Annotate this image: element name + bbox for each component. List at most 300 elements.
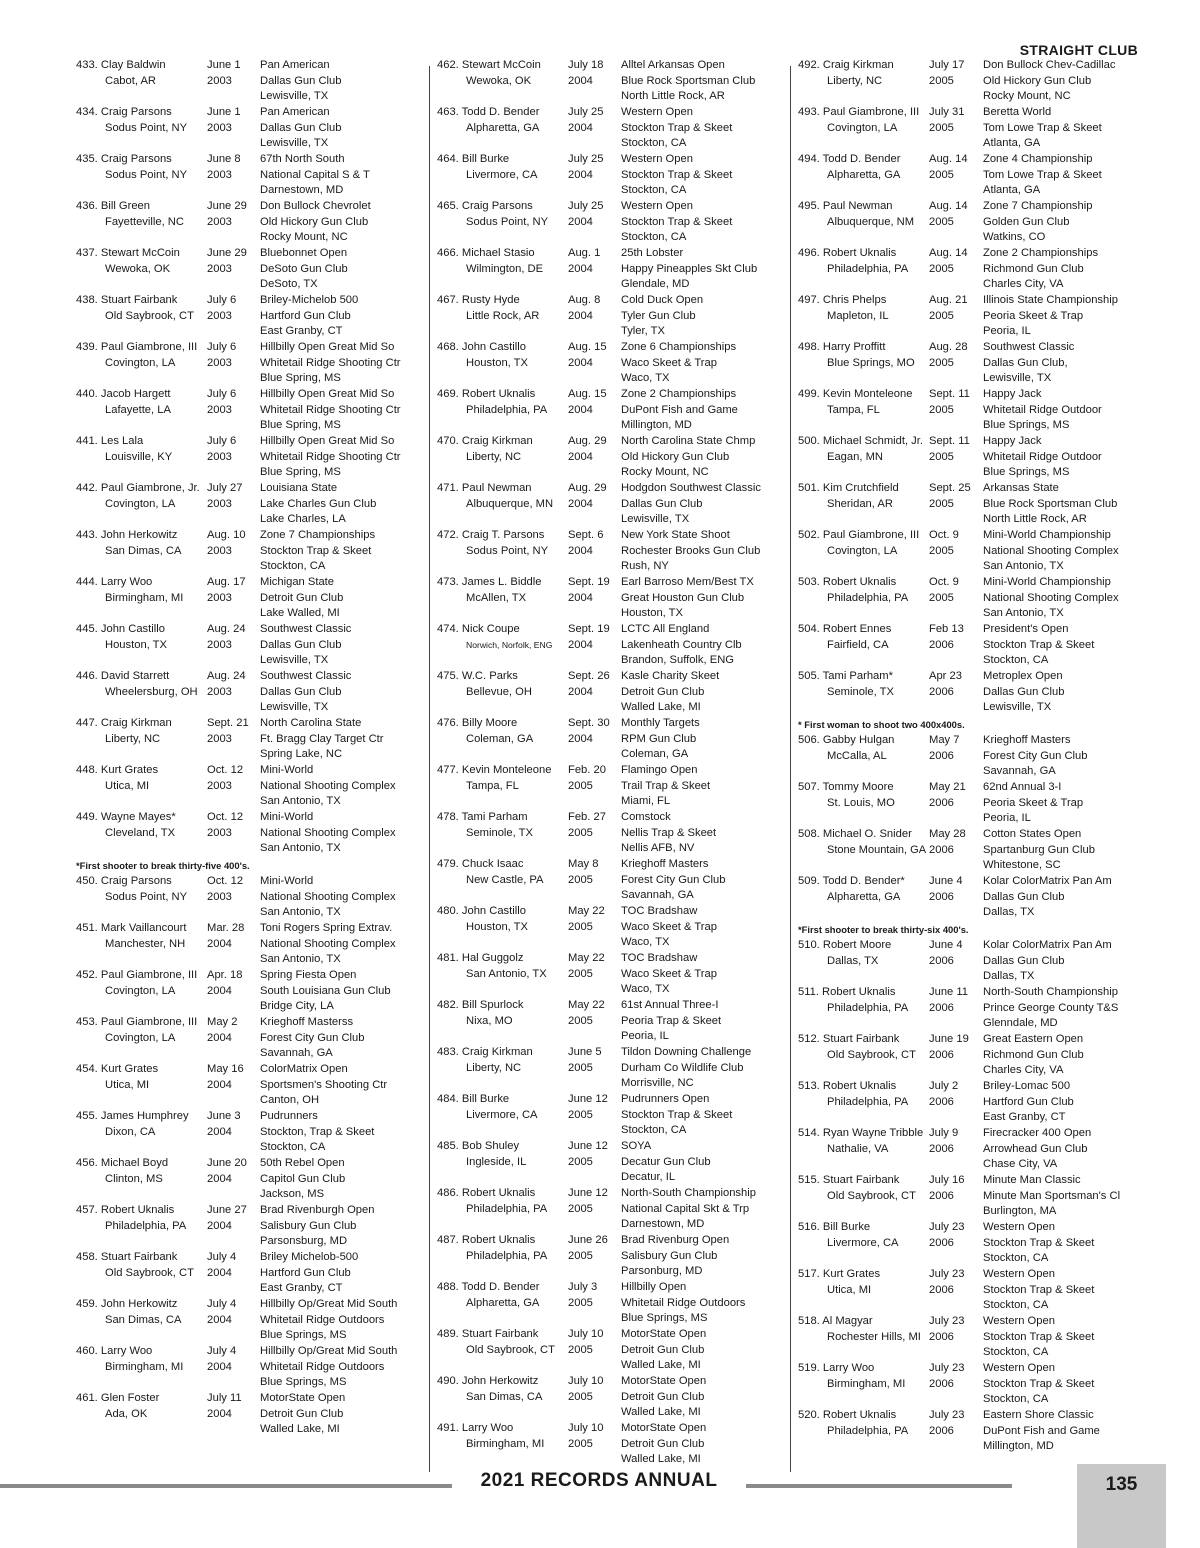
- record-date: July 27: [207, 482, 243, 494]
- record-entry: [798, 528, 1150, 575]
- record-entry: [798, 246, 1150, 293]
- shooter-hometown: Philadelphia, PA: [827, 1095, 909, 1108]
- shooter-hometown: Sodus Point, NY: [105, 121, 188, 134]
- club-location: Stockton, CA: [983, 1252, 1049, 1265]
- record-entry: [798, 575, 1150, 622]
- event-name: Mini-World Championship: [983, 529, 1111, 541]
- record-entry: [437, 387, 787, 434]
- club-location: Blue Springs, MS: [983, 419, 1070, 432]
- club-location: Walled Lake, MI: [621, 1453, 701, 1466]
- record-year: 2005: [929, 74, 954, 87]
- record-date: July 4: [207, 1345, 237, 1357]
- club-name: Trail Trap & Skeet: [621, 779, 711, 792]
- club-location: Stockton, CA: [260, 560, 326, 573]
- club-location: Waco, TX: [621, 983, 670, 996]
- record-year: 2004: [207, 1219, 232, 1232]
- shooter-name: 503. Robert Uknalis: [798, 576, 897, 588]
- record-date: July 18: [568, 59, 604, 71]
- shooter-name: 483. Craig Kirkman: [437, 1046, 533, 1058]
- shooter-name: 484. Bill Burke: [437, 1093, 510, 1105]
- record-year: 2003: [207, 779, 232, 792]
- club-location: Waco, TX: [621, 372, 670, 385]
- event-name: MotorState Open: [621, 1375, 707, 1387]
- event-name: Metroplex Open: [983, 670, 1063, 682]
- event-name: Hillbilly Open: [621, 1281, 687, 1293]
- club-location: Nellis AFB, NV: [621, 842, 695, 855]
- shooter-hometown: St. Louis, MO: [827, 796, 895, 809]
- shooter-name: 444. Larry Woo: [76, 576, 153, 588]
- club-name: Stockton Trap & Skeet: [983, 1283, 1095, 1296]
- record-entry: [798, 481, 1150, 528]
- shooter-name: 440. Jacob Hargett: [76, 388, 171, 400]
- record-entry: [437, 199, 787, 246]
- shooter-name: 433. Clay Baldwin: [76, 59, 166, 71]
- club-location: San Antonio, TX: [983, 560, 1064, 573]
- shooter-hometown: Sodus Point, NY: [466, 544, 549, 557]
- club-name: Detroit Gun Club: [621, 1390, 705, 1403]
- record-date: Oct. 12: [207, 875, 244, 887]
- shooter-hometown: Old Saybrook, CT: [466, 1343, 555, 1356]
- event-name: Michigan State: [260, 576, 335, 588]
- record-date: Aug. 29: [568, 482, 607, 494]
- record-entry: [76, 1156, 422, 1203]
- record-entry: [76, 1062, 422, 1109]
- shooter-hometown: Covington, LA: [105, 497, 176, 510]
- club-name: National Shooting Complex: [983, 544, 1119, 557]
- record-date: July 6: [207, 388, 237, 400]
- club-location: Lewisville, TX: [983, 701, 1052, 714]
- record-year: 2004: [207, 1172, 232, 1185]
- record-date: Oct. 9: [929, 529, 959, 541]
- shooter-name: 513. Robert Uknalis: [798, 1080, 897, 1092]
- event-name: Louisiana State: [260, 482, 338, 494]
- event-name: Western Open: [983, 1268, 1055, 1280]
- shooter-hometown: Sodus Point, NY: [466, 215, 549, 228]
- shooter-name: 473. James L. Biddle: [437, 576, 542, 588]
- event-name: Krieghoff Masterss: [260, 1016, 354, 1028]
- section-title: STRAIGHT CLUB: [1019, 42, 1138, 58]
- shooter-name: 520. Robert Uknalis: [798, 1409, 897, 1421]
- shooter-hometown: Philadelphia, PA: [827, 262, 909, 275]
- shooter-hometown: Wewoka, OK: [466, 74, 532, 87]
- record-entry: [437, 1139, 787, 1186]
- club-name: Prince George County T&S: [983, 1001, 1119, 1014]
- record-year: 2003: [207, 544, 232, 557]
- record-year: 2006: [929, 638, 954, 651]
- shooter-name: 486. Robert Uknalis: [437, 1187, 536, 1199]
- club-name: Stockton Trap & Skeet: [983, 638, 1095, 651]
- record-year: 2006: [929, 685, 954, 698]
- record-entry: [437, 293, 787, 340]
- event-name: North Carolina State: [260, 717, 362, 729]
- event-name: Southwest Classic: [983, 341, 1075, 353]
- event-name: 50th Rebel Open: [260, 1157, 345, 1169]
- club-name: Minute Man Sportsman's Cl: [983, 1189, 1121, 1202]
- club-location: Parsonsburg, MD: [260, 1235, 348, 1248]
- record-date: June 20: [207, 1157, 247, 1169]
- record-entry: [798, 340, 1150, 387]
- record-entry: [437, 951, 787, 998]
- record-year: 2005: [568, 1296, 593, 1309]
- club-location: Rush, NY: [621, 560, 669, 573]
- event-name: Krieghoff Masters: [983, 734, 1071, 746]
- record-entry: [437, 904, 787, 951]
- shooter-name: 447. Craig Kirkman: [76, 717, 172, 729]
- event-name: Beretta World: [983, 106, 1052, 118]
- club-name: Dallas Gun Club: [260, 638, 342, 651]
- shooter-hometown: Clinton, MS: [105, 1172, 163, 1185]
- record-entry: [798, 387, 1150, 434]
- record-date: July 9: [929, 1127, 959, 1139]
- club-name: Blue Rock Sportsman Club: [983, 497, 1118, 510]
- record-date: Sept. 30: [568, 717, 610, 729]
- record-date: May 7: [929, 734, 960, 746]
- event-name: 25th Lobster: [621, 247, 684, 259]
- shooter-hometown: Philadelphia, PA: [466, 1249, 548, 1262]
- shooter-name: 449. Wayne Mayes*: [76, 811, 176, 823]
- club-name: Richmond Gun Club: [983, 1048, 1084, 1061]
- shooter-hometown: Sodus Point, NY: [105, 890, 188, 903]
- club-location: Rocky Mount, NC: [621, 466, 709, 479]
- record-entry: [76, 1344, 422, 1391]
- club-name: Decatur Gun Club: [621, 1155, 711, 1168]
- record-entry: [798, 938, 1150, 985]
- record-year: 2005: [568, 1202, 593, 1215]
- record-date: July 6: [207, 435, 237, 447]
- record-date: Aug. 28: [929, 341, 968, 353]
- club-location: Miami, FL: [621, 795, 671, 808]
- shooter-name: 499. Kevin Monteleone: [798, 388, 913, 400]
- club-name: DeSoto Gun Club: [260, 262, 348, 275]
- record-entry: [76, 387, 422, 434]
- event-name: Mini-World: [260, 875, 314, 887]
- club-location: Blue Springs, MS: [260, 1376, 347, 1389]
- record-year: 2004: [568, 544, 593, 557]
- record-year: 2005: [568, 826, 593, 839]
- club-location: Charles City, VA: [983, 278, 1064, 291]
- shooter-name: 464. Bill Burke: [437, 153, 510, 165]
- club-location: Peoria, IL: [983, 812, 1031, 825]
- club-location: Lewisville, TX: [260, 654, 329, 667]
- shooter-hometown: Albuquerque, MN: [466, 497, 554, 510]
- record-date: June 1: [207, 59, 241, 71]
- event-name: Bluebonnet Open: [260, 247, 348, 259]
- record-date: July 3: [568, 1281, 598, 1293]
- club-name: DuPont Fish and Game: [983, 1424, 1100, 1437]
- club-location: Tyler, TX: [621, 325, 665, 338]
- record-entry: [76, 481, 422, 528]
- shooter-hometown: Houston, TX: [466, 920, 528, 933]
- club-location: Bridge City, LA: [260, 1000, 334, 1013]
- event-name: 62nd Annual 3-I: [983, 781, 1062, 793]
- event-name: Mini-World: [260, 764, 314, 776]
- event-name: Hillbilly Op/Great Mid South: [260, 1298, 398, 1310]
- club-location: Stockton, CA: [621, 137, 687, 150]
- shooter-name: 515. Stuart Fairbank: [798, 1174, 900, 1186]
- club-location: Savannah, GA: [260, 1047, 333, 1060]
- record-year: 2003: [207, 74, 232, 87]
- club-location: Morrisville, NC: [621, 1077, 694, 1090]
- club-name: Stockton Trap & Skeet: [983, 1377, 1095, 1390]
- record-date: Aug. 29: [568, 435, 607, 447]
- event-name: Western Open: [621, 106, 693, 118]
- club-name: Salisbury Gun Club: [260, 1219, 357, 1232]
- shooter-name: 448. Kurt Grates: [76, 764, 159, 776]
- event-name: President's Open: [983, 623, 1069, 635]
- event-name: SOYA: [621, 1140, 652, 1152]
- record-date: Oct. 12: [207, 811, 244, 823]
- club-location: Lewisville, TX: [260, 137, 329, 150]
- record-year: 2006: [929, 1001, 954, 1014]
- club-location: Spring Lake, NC: [260, 748, 343, 761]
- shooter-hometown: Cabot, AR: [105, 74, 156, 87]
- shooter-name: 505. Tami Parham*: [798, 670, 893, 682]
- shooter-name: 472. Craig T. Parsons: [437, 529, 545, 541]
- club-name: Whitetail Ridge Shooting Ctr: [260, 450, 401, 463]
- record-date: Aug. 8: [568, 294, 601, 306]
- record-entry: [76, 1391, 422, 1438]
- club-location: Stockton, CA: [621, 1124, 687, 1137]
- record-entry: [437, 1374, 787, 1421]
- event-name: Cold Duck Open: [621, 294, 704, 306]
- event-name: Southwest Classic: [260, 623, 352, 635]
- shooter-name: 445. John Castillo: [76, 623, 165, 635]
- record-date: June 3: [207, 1110, 241, 1122]
- club-name: Detroit Gun Club: [260, 1407, 344, 1420]
- shooter-name: 479. Chuck Isaac: [437, 858, 524, 870]
- shooter-hometown: Wilmington, DE: [466, 262, 544, 275]
- shooter-hometown: Albuquerque, NM: [827, 215, 915, 228]
- record-entry: [76, 1015, 422, 1062]
- record-date: July 25: [568, 106, 604, 118]
- club-location: Atlanta, GA: [983, 137, 1041, 150]
- club-name: Blue Rock Sportsman Club: [621, 74, 756, 87]
- shooter-hometown: Ingleside, IL: [466, 1155, 527, 1168]
- club-location: San Antonio, TX: [260, 795, 341, 808]
- club-location: East Granby, CT: [983, 1111, 1066, 1124]
- shooter-hometown: Covington, LA: [105, 1031, 176, 1044]
- shooter-hometown: Dallas, TX: [827, 954, 879, 967]
- club-name: Whitetail Ridge Shooting Ctr: [260, 403, 401, 416]
- record-entry: [76, 810, 422, 857]
- record-entry: [76, 58, 422, 105]
- shooter-name: 495. Paul Newman: [798, 200, 893, 212]
- record-date: June 11: [929, 986, 968, 998]
- club-location: San Antonio, TX: [260, 842, 341, 855]
- record-date: June 8: [207, 153, 241, 165]
- record-entry: [76, 575, 422, 622]
- club-name: Peoria Skeet & Trap: [983, 309, 1084, 322]
- record-year: 2006: [929, 1095, 954, 1108]
- club-name: Stockton, Trap & Skeet: [260, 1125, 375, 1138]
- club-name: Forest City Gun Club: [621, 873, 726, 886]
- record-year: 2005: [568, 1249, 593, 1262]
- club-location: Houston, TX: [621, 607, 683, 620]
- club-location: Lewisville, TX: [260, 90, 329, 103]
- record-year: 2005: [568, 920, 593, 933]
- record-date: July 11: [207, 1392, 242, 1404]
- record-year: 2004: [568, 497, 593, 510]
- club-name: Stockton Trap & Skeet: [621, 215, 733, 228]
- shooter-name: 487. Robert Uknalis: [437, 1234, 536, 1246]
- club-name: Waco Skeet & Trap: [621, 356, 717, 369]
- club-name: Peoria Trap & Skeet: [621, 1014, 722, 1027]
- club-location: Walled Lake, MI: [621, 701, 701, 714]
- record-entry: [76, 669, 422, 716]
- record-entry: [798, 1361, 1150, 1408]
- event-name: 61st Annual Three-I: [621, 999, 719, 1011]
- shooter-hometown: Birmingham, MI: [105, 1360, 184, 1373]
- club-name: Golden Gun Club: [983, 215, 1070, 228]
- club-location: Burlington, MA: [983, 1205, 1057, 1218]
- record-year: 2005: [568, 1014, 593, 1027]
- shooter-hometown: Louisville, KY: [105, 450, 173, 463]
- club-name: Dallas Gun Club: [983, 954, 1065, 967]
- shooter-hometown: Fairfield, CA: [827, 638, 889, 651]
- club-name: Forest City Gun Club: [983, 749, 1088, 762]
- club-name: Hartford Gun Club: [983, 1095, 1074, 1108]
- shooter-hometown: Fayetteville, NC: [105, 215, 184, 228]
- record-date: Oct. 12: [207, 764, 244, 776]
- record-date: May 22: [568, 905, 605, 917]
- record-entry: [798, 622, 1150, 669]
- event-name: Zone 6 Championships: [621, 341, 737, 353]
- shooter-name: 504. Robert Ennes: [798, 623, 892, 635]
- record-date: June 12: [568, 1187, 608, 1199]
- shooter-name: 518. Al Magyar: [798, 1315, 873, 1327]
- shooter-hometown: Covington, LA: [827, 544, 898, 557]
- shooter-hometown: Tampa, FL: [827, 403, 880, 416]
- record-year: 2005: [929, 121, 954, 134]
- club-location: Rocky Mount, NC: [983, 90, 1071, 103]
- club-location: North Little Rock, AR: [621, 90, 725, 103]
- record-date: May 21: [929, 781, 966, 793]
- record-year: 2004: [568, 262, 593, 275]
- event-name: TOC Bradshaw: [621, 905, 698, 917]
- record-year: 2006: [929, 843, 954, 856]
- shooter-hometown: San Dimas, CA: [105, 544, 182, 557]
- shooter-hometown: Manchester, NH: [105, 937, 186, 950]
- event-name: Spring Fiesta Open: [260, 969, 357, 981]
- record-date: July 23: [929, 1221, 965, 1233]
- club-location: Glendale, MD: [621, 278, 690, 291]
- shooter-hometown: Tampa, FL: [466, 779, 519, 792]
- club-name: Happy Pineapples Skt Club: [621, 262, 758, 275]
- record-entry: [798, 152, 1150, 199]
- shooter-name: 438. Stuart Fairbank: [76, 294, 178, 306]
- record-entry: [437, 998, 787, 1045]
- shooter-name: 442. Paul Giambrone, Jr.: [76, 482, 200, 494]
- record-date: May 2: [207, 1016, 238, 1028]
- shooter-name: 467. Rusty Hyde: [437, 294, 520, 306]
- record-year: 2005: [929, 544, 954, 557]
- record-year: 2006: [929, 1330, 954, 1343]
- shooter-hometown: Sheridan, AR: [827, 497, 893, 510]
- shooter-hometown: Old Saybrook, CT: [105, 1266, 194, 1279]
- shooter-name: 450. Craig Parsons: [76, 875, 172, 887]
- record-year: 2006: [929, 1048, 954, 1061]
- shooter-hometown: Norwich, Norfolk, ENG: [466, 639, 553, 650]
- shooter-hometown: Blue Springs, MO: [827, 356, 915, 369]
- event-name: LCTC All England: [621, 623, 710, 635]
- record-entry: [798, 293, 1150, 340]
- shooter-name: 470. Craig Kirkman: [437, 435, 533, 447]
- club-location: Stockton, CA: [621, 231, 687, 244]
- club-name: Forest City Gun Club: [260, 1031, 365, 1044]
- event-name: Alltel Arkansas Open: [621, 59, 725, 71]
- shooter-hometown: Alpharetta, GA: [466, 1296, 540, 1309]
- event-name: Zone 7 Championships: [260, 529, 376, 541]
- event-name: 67th North South: [260, 153, 345, 165]
- record-entry: [437, 810, 787, 857]
- shooter-hometown: Utica, MI: [105, 1078, 150, 1091]
- event-name: Tildon Downing Challenge: [621, 1046, 752, 1058]
- club-name: Lake Charles Gun Club: [260, 497, 377, 510]
- shooter-name: 456. Michael Boyd: [76, 1157, 169, 1169]
- footer-rule-right: [746, 1484, 1012, 1488]
- record-year: 2006: [929, 890, 954, 903]
- shooter-hometown: Liberty, NC: [466, 450, 522, 463]
- record-date: June 1: [207, 106, 241, 118]
- record-entry: [437, 857, 787, 904]
- shooter-name: 517. Kurt Grates: [798, 1268, 881, 1280]
- shooter-name: 469. Robert Uknalis: [437, 388, 536, 400]
- event-name: Don Bullock Chev-Cadillac: [983, 59, 1116, 71]
- shooter-hometown: Old Saybrook, CT: [827, 1189, 916, 1202]
- club-name: National Shooting Complex: [260, 890, 396, 903]
- club-location: Savannah, GA: [983, 765, 1056, 778]
- club-name: Richmond Gun Club: [983, 262, 1084, 275]
- record-date: Aug. 17: [207, 576, 246, 588]
- record-year: 2003: [207, 309, 232, 322]
- club-location: San Antonio, TX: [260, 906, 341, 919]
- club-location: Lake Charles, LA: [260, 513, 346, 526]
- record-entry: [798, 985, 1150, 1032]
- record-date: May 22: [568, 952, 605, 964]
- event-name: Western Open: [621, 153, 693, 165]
- club-location: Brandon, Suffolk, ENG: [621, 654, 734, 667]
- shooter-hometown: Liberty, NC: [827, 74, 883, 87]
- record-entry: [437, 1045, 787, 1092]
- club-location: Blue Spring, MS: [260, 372, 341, 385]
- club-name: Dallas Gun Club,: [983, 356, 1068, 369]
- event-name: MotorState Open: [260, 1392, 346, 1404]
- record-date: July 6: [207, 294, 237, 306]
- shooter-name: 477. Kevin Monteleone: [437, 764, 552, 776]
- record-year: 2004: [568, 638, 593, 651]
- footnote: *First shooter to break thirty-six 400's.: [798, 924, 969, 935]
- shooter-hometown: Little Rock, AR: [466, 309, 540, 322]
- record-entry: [798, 1079, 1150, 1126]
- club-name: Detroit Gun Club: [260, 591, 344, 604]
- record-year: 2003: [207, 638, 232, 651]
- shooter-name: 497. Chris Phelps: [798, 294, 887, 306]
- record-date: July 31: [929, 106, 965, 118]
- shooter-name: 493. Paul Giambrone, III: [798, 106, 920, 118]
- record-entry: [437, 763, 787, 810]
- event-name: Happy Jack: [983, 435, 1042, 447]
- club-location: Dallas, TX: [983, 970, 1035, 983]
- record-entry: [76, 1109, 422, 1156]
- club-location: Stockton, CA: [983, 1299, 1049, 1312]
- shooter-hometown: Stone Mountain, GA: [827, 843, 927, 856]
- club-name: Old Hickory Gun Club: [260, 215, 369, 228]
- club-name: Tyler Gun Club: [621, 309, 696, 322]
- shooter-hometown: Sodus Point, NY: [105, 168, 188, 181]
- club-location: East Granby, CT: [260, 325, 343, 338]
- record-year: 2004: [568, 309, 593, 322]
- column-divider: [429, 66, 430, 1472]
